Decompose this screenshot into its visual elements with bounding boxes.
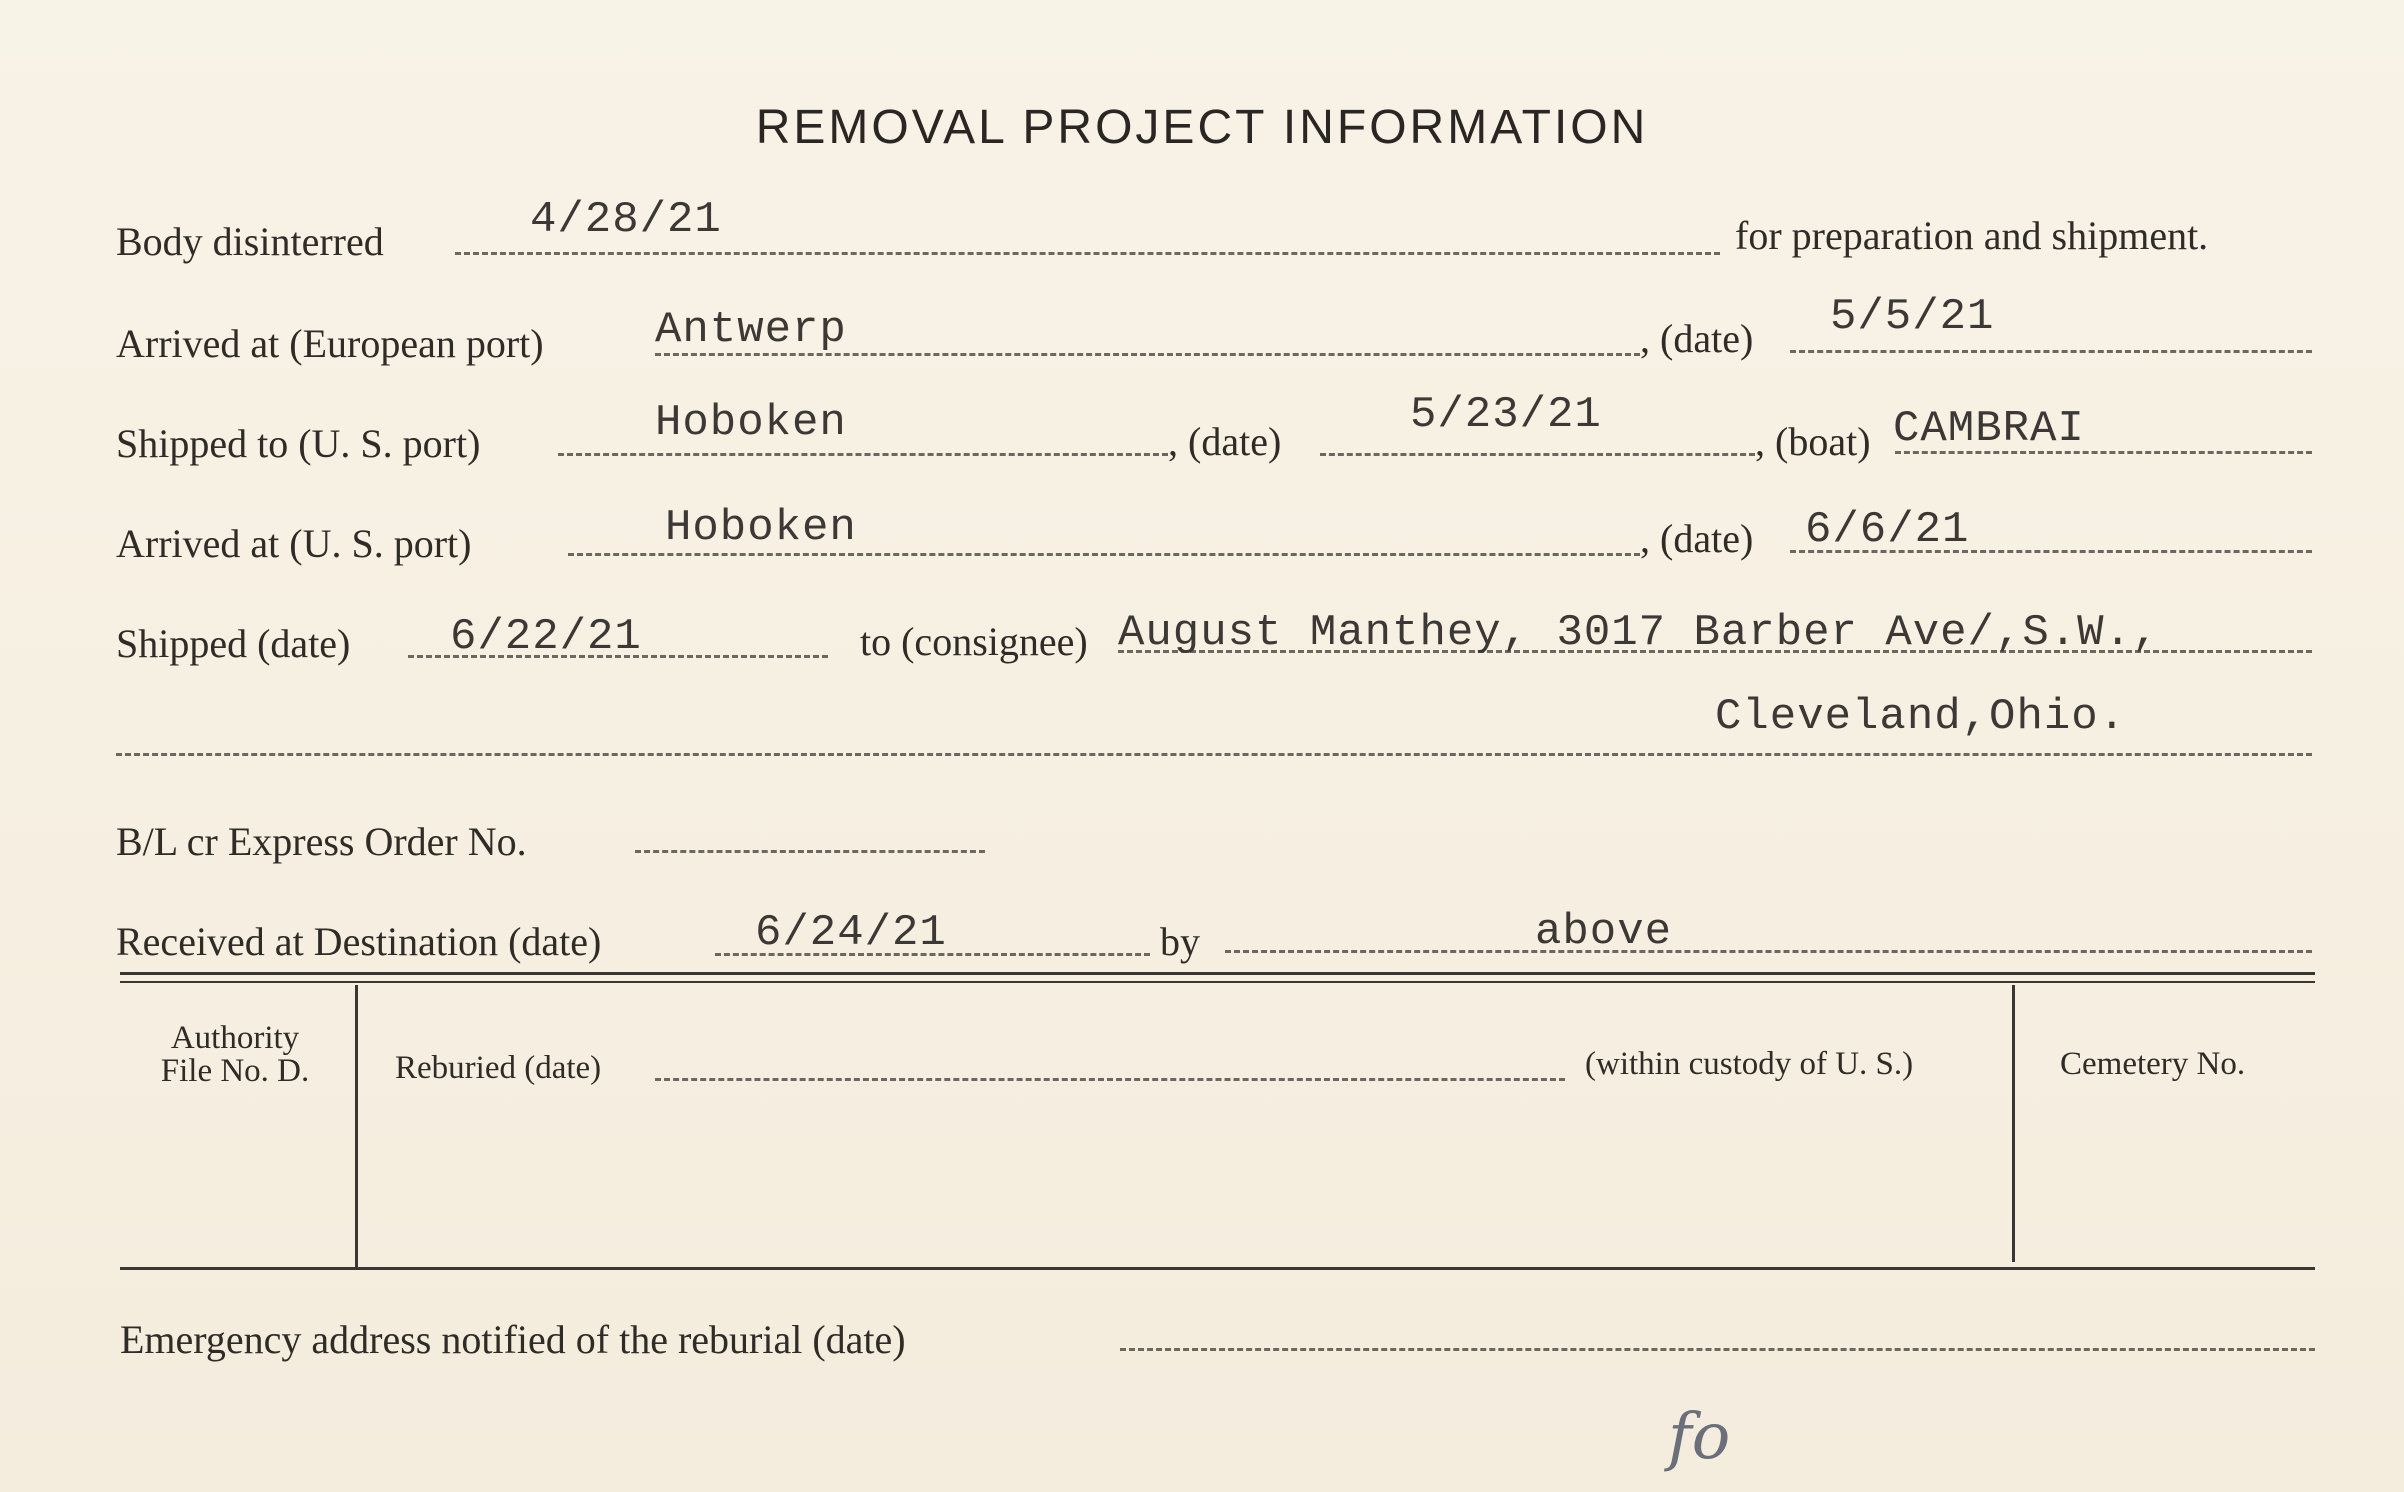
arrived-us-port-value: Hoboken [665, 503, 857, 553]
cemetery-label: Cemetery No. [2060, 1046, 2246, 1082]
arrived-us-port-dotted-line [568, 553, 1640, 556]
disinterred-dotted-line [455, 252, 1720, 255]
consignee-second-dotted-line [116, 753, 2312, 756]
table-divider-right [2012, 985, 2015, 1262]
shipped-date-label: Shipped (date) [116, 621, 351, 666]
custody-label: (within custody of U. S.) [1585, 1046, 1914, 1082]
european-port-label: Arrived at (European port) [116, 321, 544, 366]
arrived-us-port-label: Arrived at (U. S. port) [116, 521, 472, 566]
emergency-label: Emergency address notified of the reburial (date) [120, 1317, 906, 1362]
shipped-us-date-dotted-line [1320, 453, 1755, 456]
shipped-date-value: 6/22/21 [450, 612, 642, 662]
shipped-us-port-dotted-line [558, 453, 1168, 456]
table-divider-left [355, 985, 358, 1267]
arrived-us-date-value: 6/6/21 [1805, 505, 1970, 555]
european-port-value: Antwerp [655, 305, 847, 355]
card-title: REMOVAL PROJECT INFORMATION [755, 101, 1649, 154]
table-top-rule-double [120, 981, 2315, 983]
european-port-date-dotted-line [1790, 350, 2312, 353]
european-port-date-value: 5/5/21 [1830, 292, 1995, 342]
shipped-us-port-value: Hoboken [655, 398, 847, 448]
bl-express-order-label: B/L cr Express Order No. [116, 819, 527, 864]
table-bottom-rule [120, 1267, 2315, 1270]
table-top-rule [120, 972, 2315, 975]
received-by-value: above [1535, 907, 1673, 957]
authority-label-line1: Authority [170, 1020, 300, 1056]
reburied-label: Reburied (date) [395, 1050, 602, 1086]
authority-label-line2: File No. D. [160, 1053, 310, 1089]
shipped-us-date-label: , (date) [1168, 419, 1282, 464]
consignee-label: to (consignee) [860, 619, 1088, 664]
disinterred-label: Body disinterred [116, 219, 384, 264]
emergency-dotted-line [1120, 1348, 2315, 1351]
disinterred-suffix: for preparation and shipment. [1735, 213, 2209, 258]
european-port-date-label: , (date) [1640, 316, 1754, 361]
received-by-label: by [1160, 919, 1200, 964]
shipped-us-date-value: 5/23/21 [1410, 390, 1602, 440]
received-by-dotted-line [1225, 950, 2312, 953]
arrived-us-date-label: , (date) [1640, 516, 1754, 561]
handwritten-mark: fo [1668, 1400, 1731, 1474]
shipped-us-port-label: Shipped to (U. S. port) [116, 421, 481, 466]
reburied-dotted-line [655, 1078, 1565, 1081]
bl-express-order-dotted-line [635, 850, 985, 853]
disinterred-value: 4/28/21 [530, 195, 722, 245]
boat-label: , (boat) [1755, 419, 1871, 464]
consignee-value-line2: Cleveland,Ohio. [1715, 692, 2127, 742]
received-label: Received at Destination (date) [116, 919, 602, 964]
received-date-value: 6/24/21 [755, 908, 947, 958]
consignee-value: August Manthey, 3017 Barber Ave/,S.W., [1118, 608, 2160, 658]
boat-value: CAMBRAI [1893, 404, 2085, 454]
